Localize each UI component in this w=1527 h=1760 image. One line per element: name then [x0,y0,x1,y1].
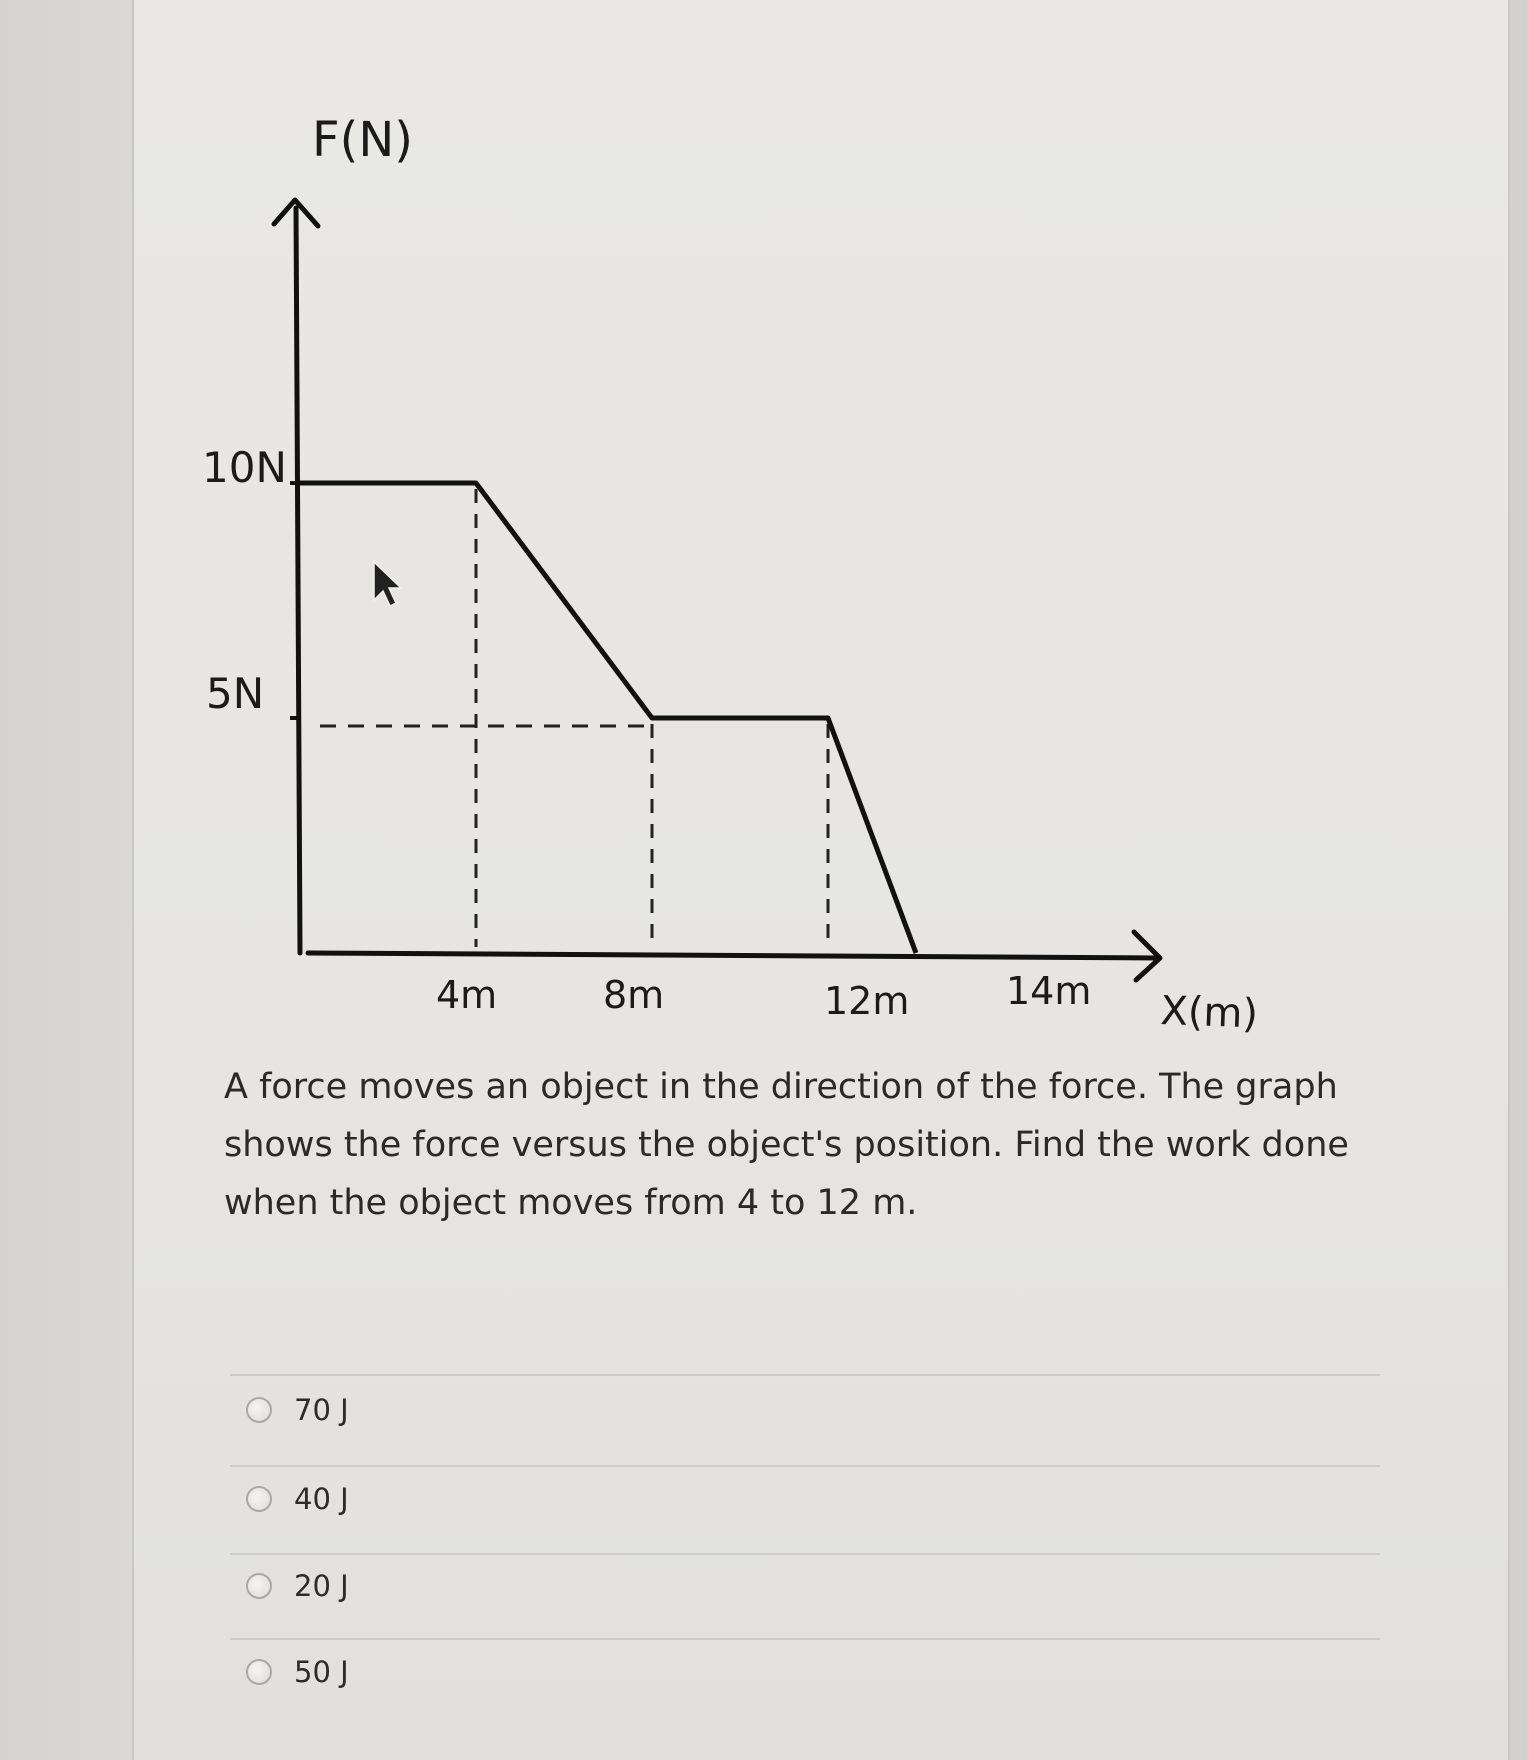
mouse-cursor-icon [374,562,401,606]
divider-1 [230,1465,1380,1467]
x-tick-label-4m: 4m [436,973,498,1017]
option-20j[interactable] [246,1566,349,1606]
y-tick-label-10n: 10N [202,443,287,492]
y-axis-line [296,208,300,953]
x-tick-label-12m: 12m [824,979,910,1023]
force-curve [300,483,916,953]
radio-button-option-2[interactable] [246,1486,272,1512]
divider-2 [230,1553,1380,1555]
y-tick-label-5n: 5N [206,669,265,718]
option-label-4: 50 J [294,1655,349,1689]
graph-axes [274,200,1160,980]
option-50j[interactable] [246,1652,349,1692]
y-axis-label: F(N) [312,112,413,168]
option-label-2: 40 J [294,1482,349,1516]
option-label-3: 20 J [294,1569,349,1603]
radio-button-option-3[interactable] [246,1573,272,1599]
graph-data-layer [290,483,916,953]
radio-button-option-1[interactable] [246,1397,272,1423]
divider-top [230,1374,1380,1376]
option-40j[interactable] [246,1479,349,1519]
radio-button-option-4[interactable] [246,1659,272,1685]
question-text: A force moves an object in the direction of the force. The graph shows the force versus the object's position. Find the work done when the object moves from 4 to 12 m. [224,1067,1349,1223]
x-tick-label-14m: 14m [1006,969,1092,1013]
x-axis-label: X(m) [1159,988,1259,1038]
x-tick-label-8m: 8m [603,973,665,1017]
x-axis-line [308,953,1156,958]
divider-3 [230,1638,1380,1640]
option-label-1: 70 J [294,1393,349,1427]
option-70j[interactable] [246,1390,349,1430]
